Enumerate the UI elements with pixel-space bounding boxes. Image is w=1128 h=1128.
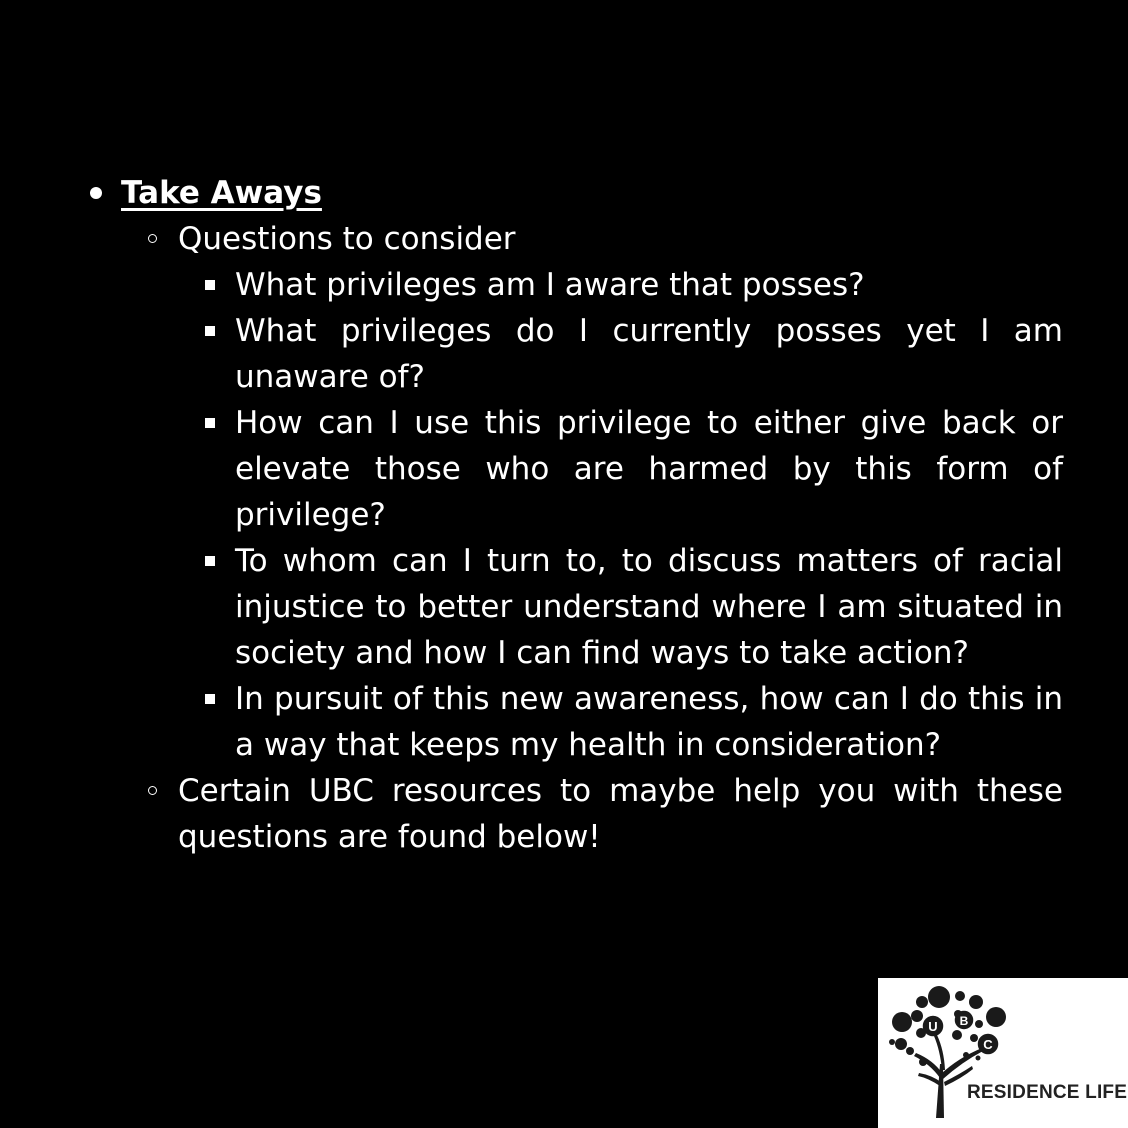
bullet-circle-icon <box>148 786 157 795</box>
question-item <box>88 262 1063 308</box>
question-item <box>88 538 1063 676</box>
question-item <box>88 676 1063 768</box>
section-label: Questions to consider <box>178 221 516 257</box>
bullet-square-icon <box>205 326 215 336</box>
question-text: In pursuit of this new awareness, how can I do this in a way that keeps my health in consideration? <box>235 681 1063 763</box>
bullet-square-icon <box>205 694 215 704</box>
section-resources <box>88 768 1063 860</box>
bullet-square-icon <box>205 280 215 290</box>
takeaways-heading: Take Aways <box>121 175 322 211</box>
takeaways-heading-item <box>88 170 1063 216</box>
bullet-square-icon <box>205 556 215 566</box>
section-label: Certain UBC resources to maybe help you with these questions are found below! <box>178 773 1063 855</box>
question-text: What privileges am I aware that posses? <box>235 267 865 303</box>
residence-life-logo <box>878 978 1128 1128</box>
logo-letter-b: B <box>959 1014 969 1028</box>
bullet-disc-icon <box>90 187 102 199</box>
question-item <box>88 400 1063 538</box>
bullet-square-icon <box>205 418 215 428</box>
logo-letter-c: C <box>983 1037 993 1052</box>
question-text: To whom can I turn to, to discuss matters of racial injustice to better understand where I am situated in society and how I can find ways to take action? <box>235 543 1063 671</box>
logo-letter-u: U <box>928 1019 938 1034</box>
logo-text: RESIDENCE LIFE <box>967 1082 1128 1103</box>
question-text: What privileges do I currently posses yet I am unaware of? <box>235 313 1063 395</box>
question-text: How can I use this privilege to either give back or elevate those who are harmed by this form of privilege? <box>235 405 1063 533</box>
question-item <box>88 308 1063 400</box>
section-questions <box>88 216 1063 262</box>
bullet-circle-icon <box>148 234 157 243</box>
slide-content <box>88 170 1063 860</box>
